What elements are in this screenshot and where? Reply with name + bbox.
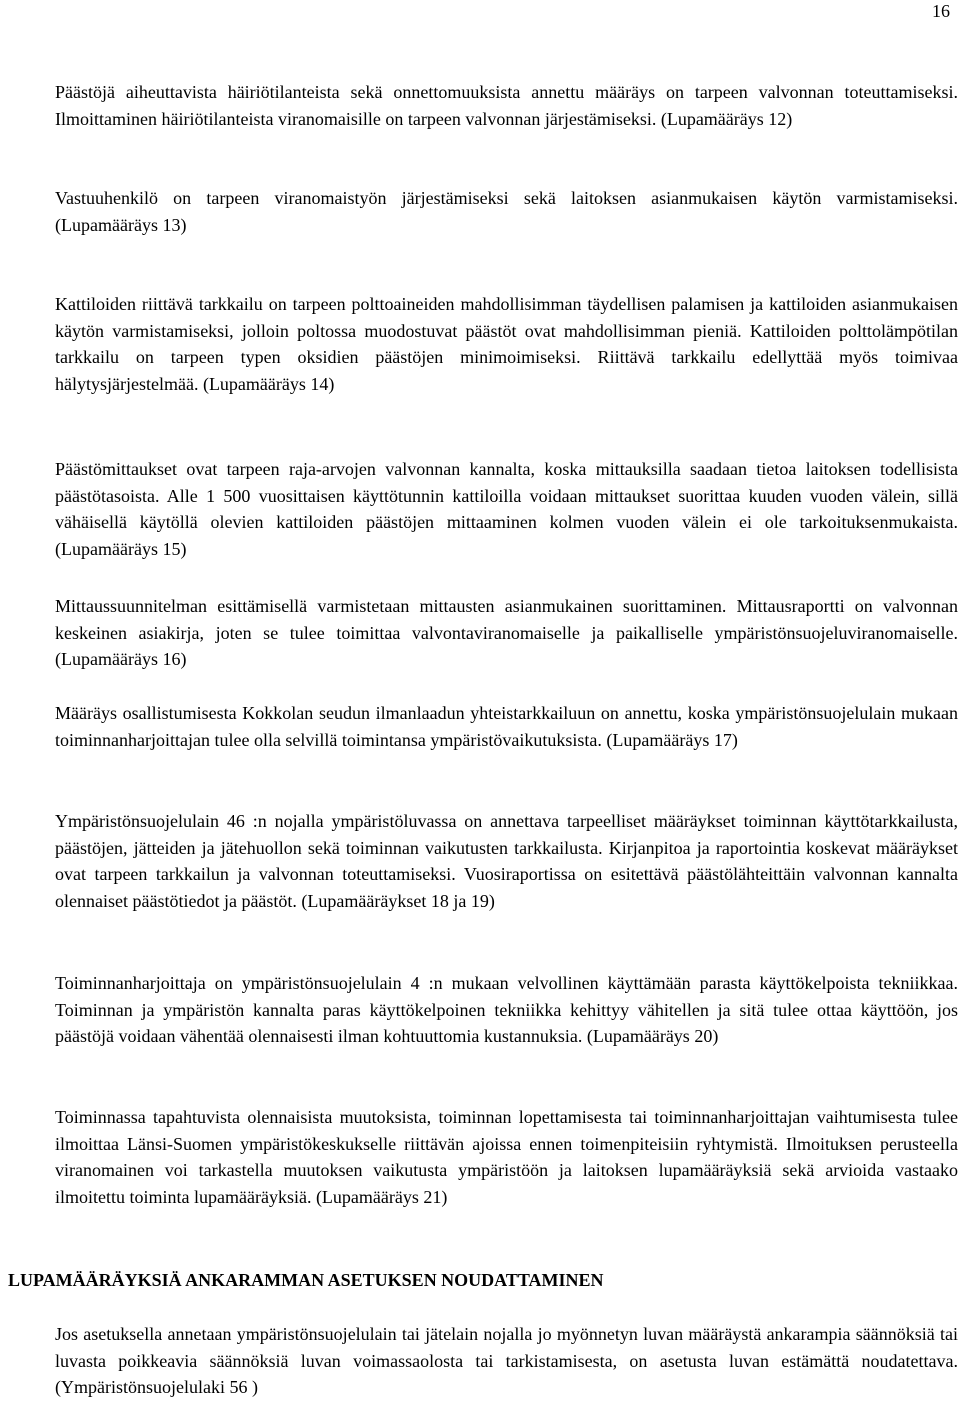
paragraph-lupamaarays-21: Toiminnassa tapahtuvista olennaisista muutoksista, toiminnan lopettamisesta tai toiminnanharjoittajan vaihtumisesta tulee ilmoittaa Länsi-Suomen ympäristökeskukselle riittävän ajoissa ennen toimenpiteisiin ryhtymistä. Ilmoituksen perusteella viranomainen voi tarkastella muutoksen vaikutusta ympäristöön ja laitoksen lupamääräyksiä sekä arvioida vastaako ilmoitettu toiminta lupamääräyksiä. (Lupamääräys 21) bbox=[55, 1107, 958, 1207]
paragraph-lupamaarays-13: Vastuuhenkilö on tarpeen viranomaistyön järjestämiseksi sekä laitoksen asianmukaisen käytön varmistamiseksi. (Lupamääräys 13) bbox=[55, 188, 958, 235]
paragraph-lupamaarays-14: Kattiloiden riittävä tarkkailu on tarpeen polttoaineiden mahdollisimman täydellisen palamisen ja kattiloiden asianmukaisen käytön varmistamiseksi, jolloin poltossa muodostuvat päästöt ovat mahdollisimman pieniä. Kattiloiden polttolämpötilan tarkkailu on tarpeen typen oksidien päästöjen minimoimiseksi. Riittävä tarkkailu edellyttää myös toimivaa hälytysjärjestelmää. (Lupamääräys 14) bbox=[55, 294, 958, 394]
paragraph-lupamaarays-15: Päästömittaukset ovat tarpeen raja-arvojen valvonnan kannalta, koska mittauksilla saadaan tietoa laitoksen todellisista päästötasoista. Alle 1 500 vuosittaisen käyttötunnin kattiloilla voidaan mittaukset suorittaa kuuden vuoden välein, sillä vähäisellä käytöllä olevien kattiloiden päästöjen mittaaminen kolmen vuoden välein ei ole tarkoituksenmukaista. (Lupamääräys 15) bbox=[55, 459, 958, 559]
paragraph-lupamaarays-12: Päästöjä aiheuttavista häiriötilanteista sekä onnettomuuksista annettu määräys on tarpeen valvonnan toteuttamiseksi. Ilmoittaminen häiriötilanteista viranomaisille on tarpeen valvonnan järjestämiseksi. (Lupamääräys 12) bbox=[55, 82, 958, 129]
paragraph-lupamaarays-16: Mittaussuunnitelman esittämisellä varmistetaan mittausten asianmukainen suorittaminen. Mittausraportti on valvonnan keskeinen asiakirja, joten se tulee toimittaa valvontaviranomaiselle ja paikalliselle ympäristönsuojeluviranomaiselle. (Lupamääräys 16) bbox=[55, 596, 958, 670]
paragraph-final: Jos asetuksella annetaan ympäristönsuojelulain tai jätelain nojalla jo myönnetyn luvan määräystä ankarampia säännöksiä tai luvasta poikkeavia säännöksiä luvan voimassaolosta tai tarkistamisesta, on asetusta luvan estämättä noudatettava. (Ympäristönsuojelulaki 56 ) bbox=[55, 1324, 958, 1398]
paragraph-lupamaarays-17: Määräys osallistumisesta Kokkolan seudun ilmanlaadun yhteistarkkailuun on annettu, koska ympäristönsuojelulain mukaan toiminnanharjoittajan tulee olla selvillä toimintansa ympäristövaikutuksista. (Lupamääräys 17) bbox=[55, 703, 958, 750]
paragraph-lupamaarays-20: Toiminnanharjoittaja on ympäristönsuojelulain 4 :n mukaan velvollinen käyttämään parasta käyttökelpoista tekniikkaa. Toiminnan ja ympäristön kannalta paras käyttökelpoinen tekniikka kehittyy vähitellen ja sitä tulee ottaa käyttöön, jos päästöjä voidaan vähentää olennaisesti ilman kohtuuttomia kustannuksia. (Lupamääräys 20) bbox=[55, 973, 958, 1047]
section-heading: LUPAMÄÄRÄYKSIÄ ANKARAMMAN ASETUKSEN NOUDATTAMINEN bbox=[8, 1270, 604, 1290]
paragraph-lupamaaraykset-18-19: Ympäristönsuojelulain 46 :n nojalla ympäristöluvassa on annettava tarpeelliset määräykset toiminnan käyttötarkkailusta, päästöjen, jätteiden ja jätehuollon sekä toiminnan vaikutusten tarkkailusta. Kirjanpitoa ja raportointia koskevat määräykset ovat tarpeen tarkkailun ja valvonnan toteuttamiseksi. Vuosiraportissa on esitettävä päästölähteittäin valvonnan kannalta olennaiset päästötiedot ja päästöt. (Lupamääräykset 18 ja 19) bbox=[55, 811, 958, 911]
page-number: 16 bbox=[932, 1, 950, 21]
